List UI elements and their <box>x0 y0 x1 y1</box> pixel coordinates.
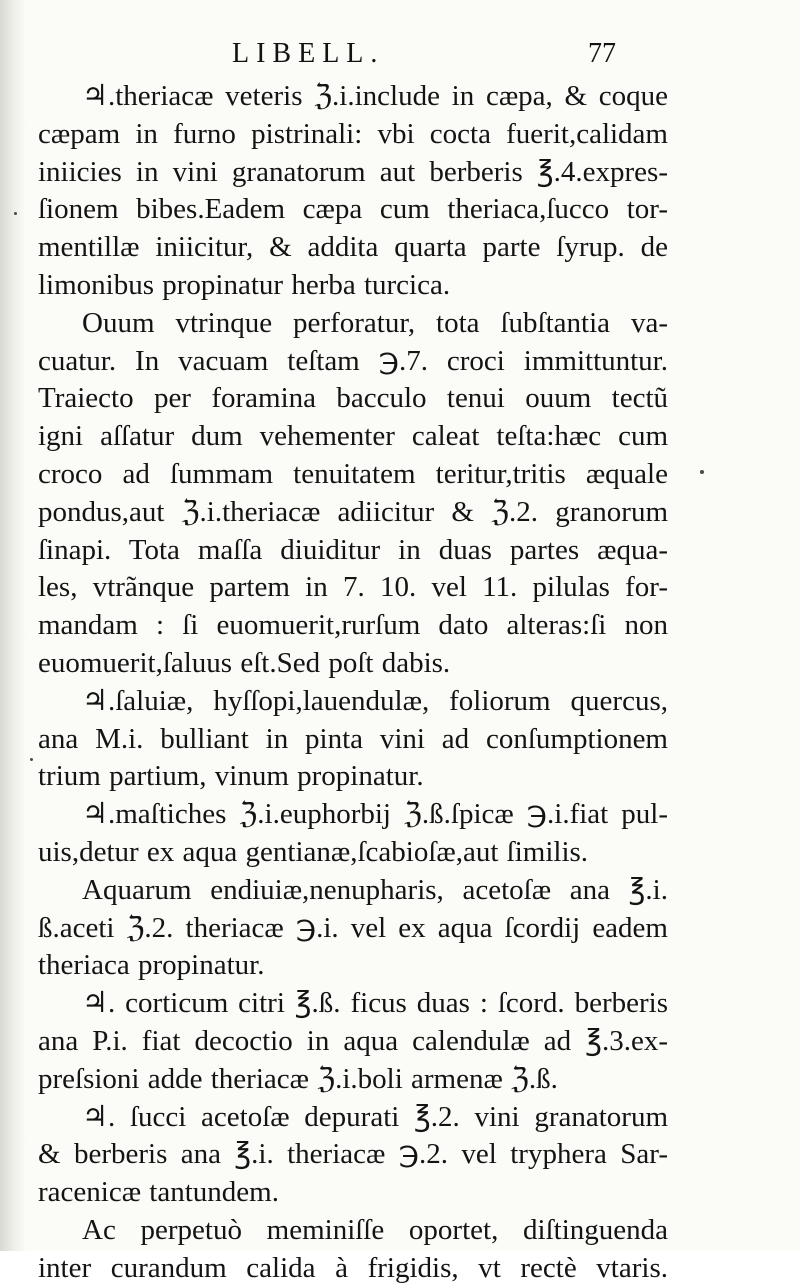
body-text <box>38 78 668 1288</box>
text-line: ♃. ſucci acetoſæ depurati ℥.2. vini granatorum <box>82 1100 668 1133</box>
text-line: mentillæ iniicitur, & addita quarta parte ſyrup. de <box>38 231 668 264</box>
text-line: racenicæ tantundem. <box>38 1176 279 1209</box>
text-line: inter curandum calida à frigidis, vt rectè vtaris. <box>38 1251 668 1284</box>
text-line: preſsioni adde theriacæ ℨ.i.boli armenæ ℨ.ß. <box>38 1062 558 1095</box>
text-line: ana P.i. fiat decoctio in aqua calendulæ ad ℥.3.ex- <box>38 1024 668 1057</box>
text-line: & berberis ana ℥.i. theriacæ ℈.2. vel tryphera Sar- <box>38 1138 668 1171</box>
text-line: uis,detur ex aqua gentianæ,ſcabioſæ,aut ſimilis. <box>38 835 589 868</box>
text-line: ana M.i. bulliant in pinta vini ad conſumptionem <box>38 722 668 755</box>
text-line: ß.aceti ℨ.2. theriacæ ℈.i. vel ex aqua ſcordij eadem <box>38 911 668 944</box>
text-line: theriaca propinatur. <box>38 949 265 982</box>
running-head <box>0 36 800 76</box>
paper-speck <box>14 212 17 215</box>
text-line: ♃.ſaluiæ, hyſſopi,lauendulæ, foliorum quercus, <box>82 684 668 717</box>
text-line: cuatur. In vacuam teſtam ℈.7. croci immittuntur. <box>38 344 668 377</box>
text-line: Traiecto per foramina bacculo tenui ouum tectũ <box>38 382 668 415</box>
paper-speck <box>30 758 33 761</box>
page-number: 77 <box>588 38 616 69</box>
text-line: Aquarum endiuiæ,nenupharis, acetoſæ ana ℥.i. <box>82 873 668 906</box>
text-line: euomuerit,ſaluus eſt.Sed poſt dabis. <box>38 646 451 679</box>
text-line: les, vtrãnque partem in 7. 10. vel 11. pilulas for- <box>38 571 668 604</box>
text-line: trium partium, vinum propinatur. <box>38 760 424 793</box>
text-line: ſionem bibes.Eadem cæpa cum theriaca,ſucco tor- <box>38 193 668 226</box>
text-line: ♃.theriacæ veteris ℨ.i.include in cæpa, & coque <box>82 80 668 112</box>
text-line: igni aſſatur dum vehementer caleat teſta:hæc cum <box>38 420 668 453</box>
text-line: ♃. corticum citri ℥.ß. ficus duas : ſcord. berberis <box>82 987 668 1020</box>
text-line: ſinapi. Tota maſſa diuiditur in duas partes æqua- <box>38 533 668 566</box>
text-line: ♃.maſtiches ℨ.i.euphorbij ℨ.ß.ſpicæ ℈.i.fiat pul- <box>82 798 668 831</box>
text-line: mandam : ſi euomuerit,rurſum dato alteras:ſi non <box>38 609 668 642</box>
text-line: Ac perpetuò meminiſſe oportet, diſtinguenda <box>82 1213 668 1246</box>
running-title: LIBELL. <box>232 38 385 69</box>
gutter-shadow <box>0 0 26 1251</box>
text-line: croco ad ſummam tenuitatem teritur,tritis æquale <box>38 457 668 490</box>
text-line: iniicies in vini granatorum aut berberis ℥.4.expres- <box>38 155 668 188</box>
text-line: pondus,aut ℨ.i.theriacæ adiicitur & ℨ.2. granorum <box>38 495 668 528</box>
text-line: limonibus propinatur herba turcica. <box>38 268 451 301</box>
text-line: cæpam in furno pistrinali: vbi cocta fuerit,calidam <box>38 117 668 150</box>
paper-speck <box>700 470 704 474</box>
text-line: Ouum vtrinque perforatur, tota ſubſtantia va- <box>82 306 668 339</box>
